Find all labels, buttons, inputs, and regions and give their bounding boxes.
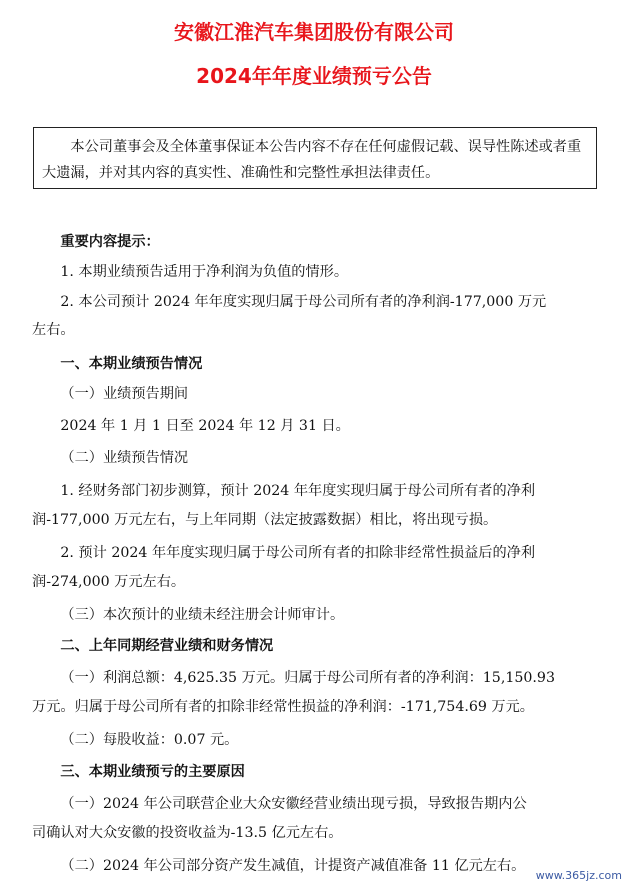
key-point-1: 1. 本期业绩预告适用于净利润为负值的情形。 <box>60 264 349 280</box>
section1-item2-line1: 2. 预计 2024 年年度实现归属于母公司所有者的扣除非经常性损益后的净利 <box>60 545 536 561</box>
key-points-heading: 重要内容提示： <box>60 234 160 250</box>
company-name: 安徽江淮汽车集团股份有限公司 <box>174 20 454 44</box>
section3-line1: （一）2024 年公司联营企业大众安徽经营业绩出现亏损，导致报告期内公 <box>60 796 527 812</box>
section2-line3: （二）每股收益：0.07 元。 <box>60 732 239 748</box>
section1-sub3: （三）本次预计的业绩未经注册会计师审计。 <box>60 607 345 623</box>
section1-sub1: （一）业绩预告期间 <box>60 386 189 402</box>
section3-line2: 司确认对大众安徽的投资收益为-13.5 亿元左右。 <box>32 825 343 841</box>
section3-line3: （二）2024 年公司部分资产发生减值，计提资产减值准备 11 亿元左右。 <box>60 858 526 874</box>
section2-line1: （一）利润总额：4,625.35 万元。归属于母公司所有者的净利润：15,150.93 <box>60 670 555 686</box>
section3-heading: 三、本期业绩预亏的主要原因 <box>60 764 245 780</box>
section1-item2-line2: 润-274,000 万元左右。 <box>32 574 186 590</box>
section1-sub2: （二）业绩预告情况 <box>60 450 189 466</box>
key-point-2-line1: 2. 本公司预计 2024 年年度实现归属于母公司所有者的净利润-177,000 万元 <box>60 294 547 310</box>
section1-period: 2024 年 1 月 1 日至 2024 年 12 月 31 日。 <box>60 418 350 434</box>
section1-heading: 一、本期业绩预告情况 <box>60 356 203 372</box>
section1-item1-line2: 润-177,000 万元左右，与上年同期（法定披露数据）相比，将出现亏损。 <box>32 512 498 528</box>
watermark: www.365jz.com <box>535 869 622 882</box>
announcement-title: 2024年年度业绩预亏公告 <box>196 64 432 88</box>
key-point-2-line2: 左右。 <box>32 322 75 338</box>
section2-line2: 万元。归属于母公司所有者的扣除非经常性损益的净利润：-171,754.69 万元。 <box>32 699 534 715</box>
disclaimer-box: 本公司董事会及全体董事保证本公告内容不存在任何虚假记载、误导性陈述或者重大遗漏，并对其内容的真实性、准确性和完整性承担法律责任。 <box>33 127 597 189</box>
section1-item1-line1: 1. 经财务部门初步测算，预计 2024 年年度实现归属于母公司所有者的净利 <box>60 483 536 499</box>
section2-heading: 二、上年同期经营业绩和财务情况 <box>60 638 274 654</box>
